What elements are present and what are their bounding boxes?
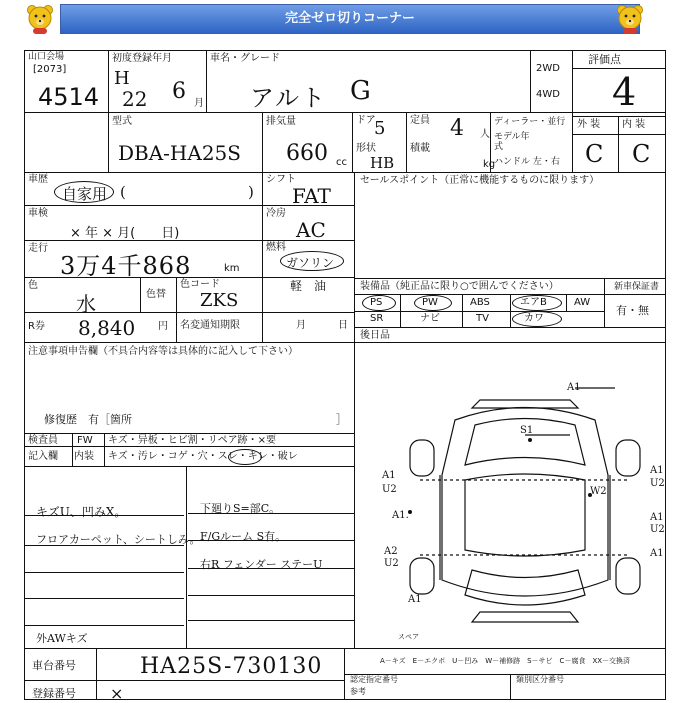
note-2: フロアカーペット、シートしみ。 <box>36 533 201 546</box>
mark-u2-left: U2 <box>382 484 397 495</box>
sr-label: SR <box>370 313 384 324</box>
lot-code: [2073] <box>33 64 67 75</box>
pw-label: PW <box>422 297 438 308</box>
notes-label: 注意事項申告欄（不具合内容等は具体的に記入して下さい） <box>28 346 298 357</box>
fw-items: キズ・异板・ヒビ割・リペア跡・×要 <box>108 435 276 446</box>
history-value: 自家用 <box>62 185 108 203</box>
tv-label: TV <box>476 313 489 324</box>
mileage-label: 走行 <box>28 243 48 254</box>
mark-a2: A2 <box>384 546 398 557</box>
color-label: 色 <box>28 280 38 291</box>
mark-a1-right3: A1 <box>650 548 664 559</box>
color: 水 <box>76 292 96 316</box>
inspector-label: 検査員 <box>28 435 58 446</box>
mark-u2-right: U2 <box>650 478 665 489</box>
record-label: 記入欄 <box>28 451 58 462</box>
yen-unit: 円 <box>158 321 168 332</box>
venue-label: 山口会場 <box>28 52 65 62</box>
cc-unit: cc <box>336 157 347 168</box>
km-unit: km <box>224 263 240 274</box>
ps-label: PS <box>370 297 383 308</box>
fuel: ガソリン <box>286 256 335 270</box>
mark-a1-left2: A1. <box>392 510 409 521</box>
damage-legend: A－キズ E－エクボ U－凹み W－補修跡 S－サビ C－腐食 XX－交換済 <box>380 657 631 665</box>
reference-label: 参考 <box>350 687 366 696</box>
repair-close: ］ <box>336 413 347 426</box>
color-code-label: 色コード <box>180 279 220 290</box>
fw-label: FW <box>77 435 93 446</box>
model-type-label: 型式 <box>112 116 132 127</box>
car-name-label: 車名・グレード <box>210 53 280 64</box>
abs-label: ABS <box>470 297 490 308</box>
rating-label: 評価点 <box>588 53 621 66</box>
person-unit: 人 <box>480 129 490 140</box>
doors: 5 <box>374 118 386 139</box>
reg-no-label: 登録番号 <box>32 687 76 700</box>
mark-u2-left2: U2 <box>384 558 399 569</box>
model-year-label: モデル年式 <box>494 132 530 152</box>
inner-items: キズ・汚レ・コゲ・穴・スレ・キレ・破レ <box>108 451 298 462</box>
capacity-label: 定員 <box>410 115 430 126</box>
inner-label: 内装 <box>74 451 94 462</box>
recycle-label: R券 <box>28 321 45 332</box>
mark-a1-bottom: A1 <box>408 594 422 605</box>
mark-s1: S1 <box>520 425 534 436</box>
chassis-number: HA25S-730130 <box>140 654 323 679</box>
history-label: 車歴 <box>28 174 48 185</box>
mark-a1-top: A1 <box>567 382 581 393</box>
kawa-label: カワ <box>524 313 544 324</box>
note-5: 右R フェンダー ステーU <box>200 558 323 571</box>
repair-label: 修復歴 有［箇所 <box>44 413 132 426</box>
handle-label: ハンドル 左・右 <box>494 157 560 167</box>
mark-u2-right2: U2 <box>650 524 665 535</box>
recycle-fee: 8,840 <box>78 316 136 340</box>
mark-w2: W2 <box>590 486 607 497</box>
interior-label: 内 装 <box>622 119 646 130</box>
month-unit: 月 <box>194 98 204 109</box>
color-swap-label: 色替 <box>146 289 166 300</box>
2wd-label: 2WD <box>536 63 560 74</box>
note-3: 下廻りS=部C。 <box>200 502 281 515</box>
sales-point-label: セールスポイント（正常に機能するものに限ります） <box>360 175 600 186</box>
rating-value: 4 <box>612 70 637 114</box>
warranty-value: 有・無 <box>616 304 649 317</box>
car-damage-diagram <box>380 380 670 640</box>
history-paren-close: ) <box>248 183 254 201</box>
shape-label: 形状 <box>356 143 376 154</box>
kg-unit: kg <box>483 159 496 170</box>
class-label: 類別区分番号 <box>516 675 564 684</box>
mark-a1-left: A1 <box>382 470 396 481</box>
history-paren-open: ( <box>120 183 126 201</box>
4wd-label: 4WD <box>536 89 560 100</box>
first-reg-label: 初度登録年月 <box>112 53 172 64</box>
grade: G <box>350 76 371 106</box>
shape: HB <box>370 154 395 172</box>
fuel-label: 燃料 <box>266 242 286 253</box>
load-label: 積載 <box>410 143 430 154</box>
name-change-day: 日 <box>338 320 348 331</box>
shift: FAT <box>292 184 331 208</box>
sure-circle <box>228 449 262 465</box>
color-code: ZKS <box>200 290 239 311</box>
exterior-label: 外 装 <box>577 119 601 130</box>
name-change-label: 名変通知期限 <box>180 320 240 331</box>
note-4: F/Gルーム S有。 <box>200 530 287 543</box>
banner-title: 完全ゼロ切りコーナー <box>60 4 640 34</box>
mark-a1-right2: A1 <box>650 512 664 523</box>
mark-a1-right: A1 <box>650 465 664 476</box>
shaken-label: 車検 <box>28 208 48 219</box>
era-year: 22 <box>122 87 148 111</box>
shaken-value: × 年 × 月( 日) <box>70 226 180 241</box>
model-type: DBA-HA25S <box>118 141 241 165</box>
aircon-label: 冷房 <box>266 208 286 219</box>
rear-date-label: 後日品 <box>360 330 390 341</box>
chassis-label: 車台番号 <box>32 659 76 672</box>
reg-month: 6 <box>172 79 186 104</box>
dealer-cert-label: 認定指定番号 <box>350 675 398 684</box>
door-label: ドア <box>356 115 376 126</box>
displacement-label: 排気量 <box>266 116 296 127</box>
lot-number: 4514 <box>38 83 100 111</box>
era-letter: H <box>114 68 130 89</box>
bear-mascot-icon <box>24 3 56 35</box>
mileage: 3万4千868 <box>60 252 192 280</box>
outer-note: 外AWキズ <box>36 632 88 645</box>
note-1: キズU、凹みX。 <box>36 505 127 519</box>
reg-no-value: × <box>110 684 124 703</box>
interior-grade: C <box>632 140 651 168</box>
equipment-label: 装備品（純正品に限り○で囲んでください） <box>360 281 559 292</box>
warranty-label: 新車保証書 <box>614 282 660 292</box>
airbag-label: エアB <box>520 297 547 308</box>
aircon: AC <box>296 218 326 242</box>
shift-label: シフト <box>266 174 296 185</box>
bear-mascot-icon <box>614 3 646 35</box>
name-change-month: 月 <box>296 320 306 331</box>
spare-label: スペア <box>398 633 419 641</box>
navi-label: ナビ <box>420 313 440 324</box>
diesel-label: 軽 油 <box>290 279 327 293</box>
displacement: 660 <box>286 141 328 166</box>
capacity: 4 <box>450 116 464 141</box>
exterior-grade: C <box>585 140 604 168</box>
aw-label: AW <box>574 297 591 308</box>
car-name: アルト <box>250 84 328 112</box>
dealer-label: ディーラー・並行 <box>494 117 566 127</box>
